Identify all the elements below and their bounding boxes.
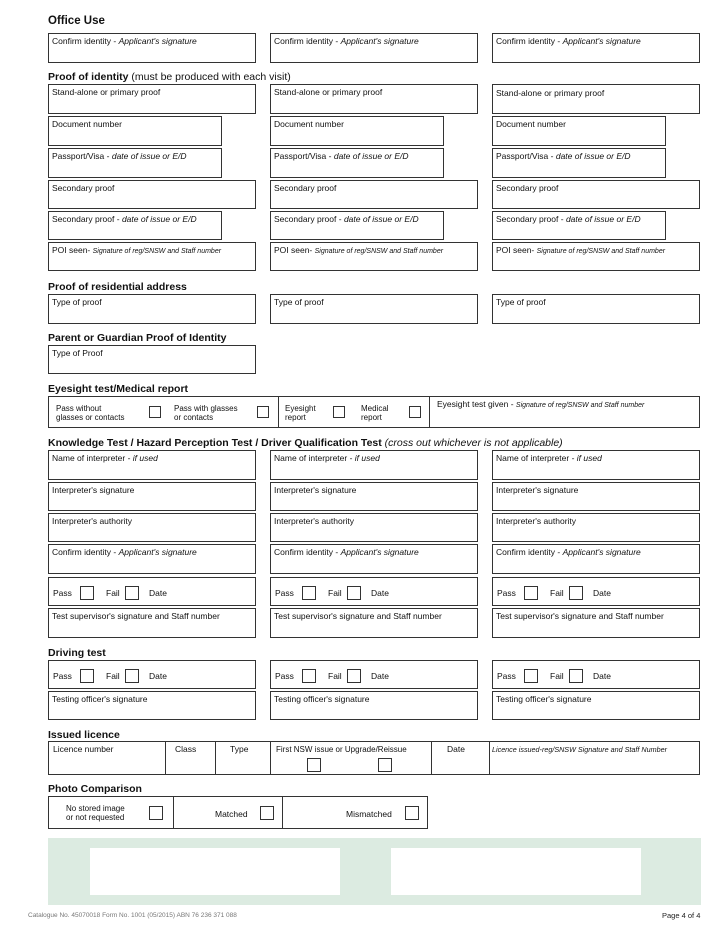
pass-without-glasses-checkbox[interactable] <box>149 406 161 418</box>
secondary-date-field-1[interactable] <box>48 211 222 240</box>
opt4-line1: Medical <box>361 404 389 413</box>
fail-label: Fail <box>550 588 564 598</box>
k-confirm-italic: Applicant's signature <box>562 547 641 557</box>
supervisor-signature-field-3[interactable] <box>492 608 700 638</box>
divider <box>282 797 283 828</box>
officer-signature-field-3[interactable] <box>492 691 700 720</box>
passport-label: Passport/Visa - <box>496 151 556 161</box>
poi-seen-field-2[interactable] <box>270 242 478 271</box>
interp-auth-label: Interpreter's authority <box>496 516 577 526</box>
secondary-date-label: Secondary proof - <box>52 214 122 224</box>
office-use-heading: Office Use <box>48 15 105 27</box>
pass-checkbox[interactable] <box>302 586 316 600</box>
stamp-box-right[interactable] <box>391 848 641 895</box>
opt1-line1: Pass without <box>56 404 102 413</box>
confirm-identity-field-3[interactable] <box>492 33 700 63</box>
secondary-date-field-2[interactable] <box>270 211 444 240</box>
passport-visa-field-1[interactable] <box>48 148 222 178</box>
opt2-line1: Pass with glasses <box>174 404 238 413</box>
pass-label: Pass <box>275 671 294 681</box>
interpreter-signature-field-2[interactable] <box>270 482 478 511</box>
page-number: Page 4 of 4 <box>662 911 701 920</box>
photo-comparison-heading: Photo Comparison <box>48 783 142 795</box>
standalone-label: Stand-alone or primary proof <box>274 87 383 97</box>
fail-label: Fail <box>328 671 342 681</box>
confirm-label: Confirm identity - <box>274 36 341 46</box>
secondary-label: Secondary proof <box>496 183 559 193</box>
standalone-label: Stand-alone or primary proof <box>496 88 605 98</box>
pass-checkbox[interactable] <box>524 669 538 683</box>
interpreter-authority-field-1[interactable] <box>48 513 256 542</box>
date-label: Date <box>371 588 389 598</box>
opt3-line1: Eyesight <box>285 404 316 413</box>
opt1-line2: glasses or contacts <box>56 413 125 422</box>
fail-label: Fail <box>106 671 120 681</box>
medical-report-checkbox[interactable] <box>409 406 421 418</box>
k-confirm-italic: Applicant's signature <box>118 547 197 557</box>
knowledge-result-2 <box>270 577 478 606</box>
interpreter-authority-field-3[interactable] <box>492 513 700 542</box>
date-label: Date <box>371 671 389 681</box>
pass-checkbox[interactable] <box>80 586 94 600</box>
opt3-line2: report <box>285 413 306 422</box>
interp-sig-label: Interpreter's signature <box>496 485 579 495</box>
knowledge-result-3 <box>492 577 700 606</box>
interp-sig-label: Interpreter's signature <box>274 485 357 495</box>
supervisor-label: Test supervisor's signature and Staff number <box>496 611 664 621</box>
knowledge-result-1 <box>48 577 256 606</box>
knowledge-heading <box>48 437 563 449</box>
secondary-proof-field-3[interactable] <box>492 180 700 209</box>
docnum-label: Document number <box>274 119 344 129</box>
poi-italic: Signature of reg/SNSW and Staff number <box>92 248 222 255</box>
k-confirm-label: Confirm identity - <box>496 547 563 557</box>
date-label: Date <box>593 671 611 681</box>
standalone-label: Stand-alone or primary proof <box>52 87 161 97</box>
eyesight-table <box>48 396 700 428</box>
passport-italic: date of issue or E/D <box>111 151 187 161</box>
interpreter-authority-field-2[interactable] <box>270 513 478 542</box>
passport-italic: date of issue or E/D <box>333 151 409 161</box>
interp-auth-label: Interpreter's authority <box>52 516 133 526</box>
given-label: Eyesight test given - <box>437 399 516 409</box>
divider <box>429 397 430 427</box>
interp-name-italic: if used <box>132 453 158 463</box>
address-type-label: Type of proof <box>52 297 102 307</box>
eyesight-report-checkbox[interactable] <box>333 406 345 418</box>
divider <box>270 742 271 774</box>
secondary-date-italic: date of issue or E/D <box>121 214 197 224</box>
standalone-proof-field-3[interactable] <box>492 84 700 114</box>
interpreter-signature-field-1[interactable] <box>48 482 256 511</box>
officer-label: Testing officer's signature <box>52 694 148 704</box>
officer-label: Testing officer's signature <box>274 694 370 704</box>
officer-signature-field-2[interactable] <box>270 691 478 720</box>
interp-auth-label: Interpreter's authority <box>274 516 355 526</box>
eyesight-heading: Eyesight test/Medical report <box>48 383 189 395</box>
divider <box>431 742 432 774</box>
secondary-date-italic: date of issue or E/D <box>565 214 641 224</box>
supervisor-label: Test supervisor's signature and Staff number <box>274 611 442 621</box>
k-confirm-label: Confirm identity - <box>52 547 119 557</box>
office-stamp-panel <box>48 838 701 905</box>
pass-label: Pass <box>53 671 72 681</box>
poi-seen-field-1[interactable] <box>48 242 256 271</box>
date-label: Date <box>593 588 611 598</box>
confirm-italic: Applicant's signature <box>118 36 197 46</box>
proof-identity-note: (must be produced with each visit) <box>128 71 291 83</box>
parent-guardian-heading: Parent or Guardian Proof of Identity <box>48 332 227 344</box>
address-proof-field-3[interactable] <box>492 294 700 324</box>
secondary-date-italic: date of issue or E/D <box>343 214 419 224</box>
divider <box>278 397 279 427</box>
first-nsw-issue-checkbox[interactable] <box>307 758 321 772</box>
divider <box>165 742 166 774</box>
stamp-box-left[interactable] <box>90 848 340 895</box>
driving-result-1 <box>48 660 256 689</box>
passport-visa-field-3[interactable] <box>492 148 666 178</box>
upgrade-reissue-checkbox[interactable] <box>378 758 392 772</box>
poi-label: POI seen- <box>496 245 537 255</box>
confirm-label: Confirm identity - <box>496 36 563 46</box>
passport-label: Passport/Visa - <box>52 151 112 161</box>
secondary-date-label: Secondary proof - <box>496 214 566 224</box>
mismatched-checkbox[interactable] <box>405 806 419 820</box>
fail-checkbox[interactable] <box>569 586 583 600</box>
interp-name-italic: if used <box>354 453 380 463</box>
interpreter-signature-field-3[interactable] <box>492 482 700 511</box>
passport-label: Passport/Visa - <box>274 151 334 161</box>
pass-label: Pass <box>497 588 516 598</box>
interp-name-label: Name of interpreter - <box>496 453 577 463</box>
passport-italic: date of issue or E/D <box>555 151 631 161</box>
divider <box>489 742 490 774</box>
knowledge-confirm-field-1[interactable] <box>48 544 256 574</box>
knowledge-note: (cross out whichever is not applicable) <box>381 437 563 449</box>
officer-label: Testing officer's signature <box>496 694 592 704</box>
date-label: Date <box>149 671 167 681</box>
poi-italic: Signature of reg/SNSW and Staff number <box>314 248 444 255</box>
fail-checkbox[interactable] <box>347 586 361 600</box>
driving-result-2 <box>270 660 478 689</box>
divider <box>215 742 216 774</box>
supervisor-signature-field-1[interactable] <box>48 608 256 638</box>
confirm-italic: Applicant's signature <box>340 36 419 46</box>
interp-sig-label: Interpreter's signature <box>52 485 135 495</box>
no-stored-line2: or not requested <box>66 813 125 822</box>
pass-label: Pass <box>53 588 72 598</box>
interpreter-name-field-1[interactable] <box>48 450 256 480</box>
pass-checkbox[interactable] <box>80 669 94 683</box>
mismatched-label: Mismatched <box>346 809 392 819</box>
pass-with-glasses-checkbox[interactable] <box>257 406 269 418</box>
interpreter-name-field-2[interactable] <box>270 450 478 480</box>
k-confirm-italic: Applicant's signature <box>340 547 419 557</box>
fail-checkbox[interactable] <box>125 586 139 600</box>
poi-seen-field-3[interactable] <box>492 242 700 271</box>
driving-test-heading: Driving test <box>48 647 106 659</box>
confirm-identity-field-2[interactable] <box>270 33 478 63</box>
secondary-label: Secondary proof <box>52 183 115 193</box>
photo-comparison-table <box>48 796 428 829</box>
guardian-proof-field[interactable] <box>48 345 256 374</box>
opt4-line2: report <box>361 413 382 422</box>
knowledge-confirm-field-2[interactable] <box>270 544 478 574</box>
no-stored-image-checkbox[interactable] <box>149 806 163 820</box>
document-number-field-3[interactable] <box>492 116 666 146</box>
proof-address-heading: Proof of residential address <box>48 281 187 293</box>
knowledge-title: Knowledge Test / Hazard Perception Test / Driver Qualification Test <box>48 437 382 449</box>
licence-table <box>48 741 700 775</box>
confirm-label: Confirm identity - <box>52 36 119 46</box>
fail-label: Fail <box>106 588 120 598</box>
interpreter-name-field-3[interactable] <box>492 450 700 480</box>
knowledge-confirm-field-3[interactable] <box>492 544 700 574</box>
secondary-date-field-3[interactable] <box>492 211 666 240</box>
confirm-italic: Applicant's signature <box>562 36 641 46</box>
proof-identity-heading <box>48 71 291 83</box>
k-confirm-label: Confirm identity - <box>274 547 341 557</box>
docnum-label: Document number <box>52 119 122 129</box>
secondary-date-label: Secondary proof - <box>274 214 344 224</box>
docnum-label: Document number <box>496 119 566 129</box>
supervisor-label: Test supervisor's signature and Staff number <box>52 611 220 621</box>
interp-name-label: Name of interpreter - <box>52 453 133 463</box>
poi-label: POI seen- <box>274 245 315 255</box>
proof-identity-title: Proof of identity <box>48 71 129 83</box>
licence-issued-label: Licence issued-reg/SNSW Signature and Staff Number <box>492 745 667 754</box>
pass-checkbox[interactable] <box>302 669 316 683</box>
first-issue-label: First NSW issue or Upgrade/Reissue <box>276 745 407 754</box>
driving-result-3 <box>492 660 700 689</box>
no-stored-line1: No stored image <box>66 804 125 813</box>
secondary-proof-field-2[interactable] <box>270 180 478 209</box>
matched-checkbox[interactable] <box>260 806 274 820</box>
class-label: Class <box>175 744 197 754</box>
interp-name-label: Name of interpreter - <box>274 453 355 463</box>
date-label: Date <box>149 588 167 598</box>
passport-visa-field-2[interactable] <box>270 148 444 178</box>
licence-date-label: Date <box>447 744 465 754</box>
divider <box>173 797 174 828</box>
interp-name-italic: if used <box>576 453 602 463</box>
given-italic: Signature of reg/SNSW and Staff number <box>515 402 645 409</box>
standalone-proof-field-1[interactable] <box>48 84 256 114</box>
address-type-label: Type of proof <box>496 297 546 307</box>
fail-checkbox[interactable] <box>347 669 361 683</box>
document-number-field-1[interactable] <box>48 116 222 146</box>
opt2-line2: or contacts <box>174 413 214 422</box>
standalone-proof-field-2[interactable] <box>270 84 478 114</box>
poi-label: POI seen- <box>52 245 93 255</box>
issued-licence-heading: Issued licence <box>48 729 120 741</box>
pass-label: Pass <box>275 588 294 598</box>
fail-label: Fail <box>550 671 564 681</box>
officer-signature-field-1[interactable] <box>48 691 256 720</box>
fail-label: Fail <box>328 588 342 598</box>
confirm-identity-field-1[interactable] <box>48 33 256 63</box>
type-label: Type <box>230 744 249 754</box>
address-type-label: Type of proof <box>274 297 324 307</box>
address-proof-field-2[interactable] <box>270 294 478 324</box>
address-proof-field-1[interactable] <box>48 294 256 324</box>
matched-label: Matched <box>215 809 248 819</box>
pass-checkbox[interactable] <box>524 586 538 600</box>
secondary-proof-field-1[interactable] <box>48 180 256 209</box>
pass-label: Pass <box>497 671 516 681</box>
fail-checkbox[interactable] <box>569 669 583 683</box>
guardian-type-label: Type of Proof <box>52 348 103 358</box>
fail-checkbox[interactable] <box>125 669 139 683</box>
supervisor-signature-field-2[interactable] <box>270 608 478 638</box>
secondary-label: Secondary proof <box>274 183 337 193</box>
document-number-field-2[interactable] <box>270 116 444 146</box>
catalogue-footer: Catalogue No. 45070018 Form No. 1001 (05/2015) ABN 76 236 371 088 <box>28 912 237 919</box>
poi-italic: Signature of reg/SNSW and Staff number <box>536 248 666 255</box>
licence-number-label: Licence number <box>53 744 114 754</box>
